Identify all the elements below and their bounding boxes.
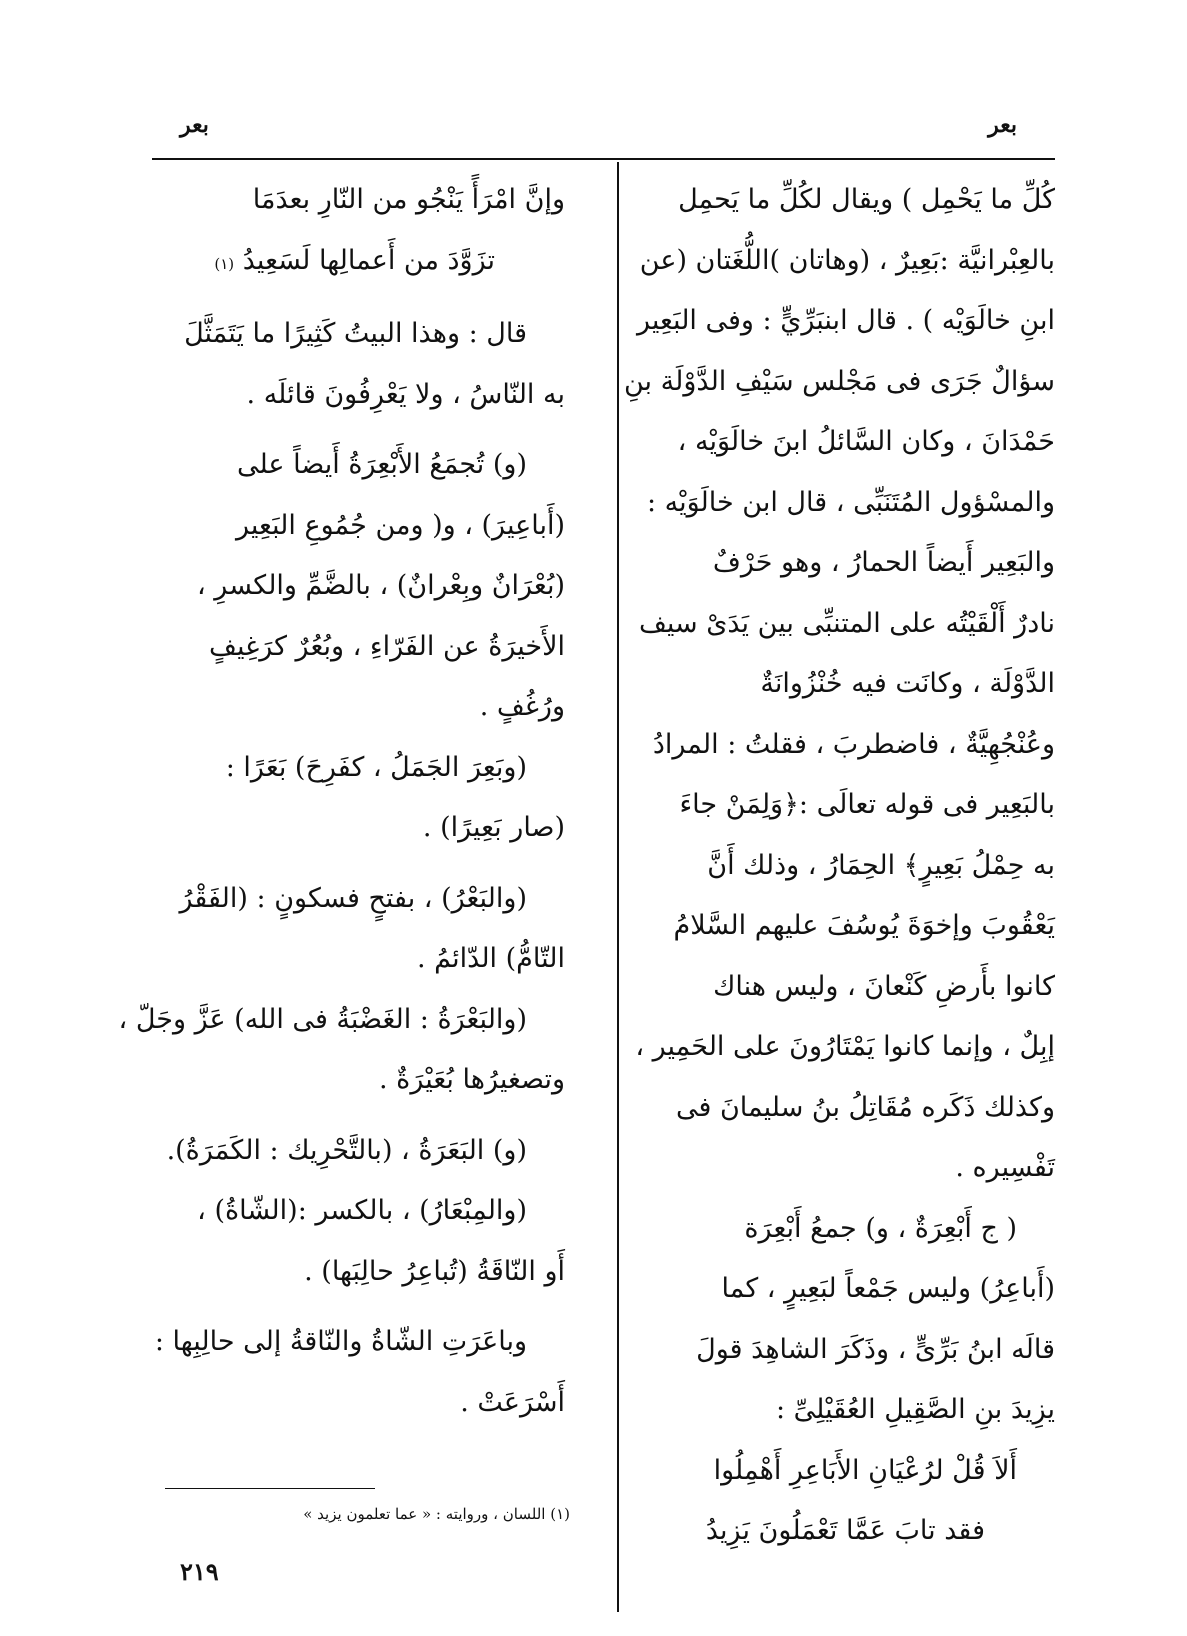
text-line: أَسْرَعَتْ . (460, 1386, 565, 1418)
text-line: (والبَعْرَةُ : الغَضْبَةُ فى الله) عَزَّ وجَلّ ، (118, 1003, 527, 1035)
running-head-left: بعر (180, 112, 209, 138)
verse-line-2: فقد تابَ عَمَّا تَعْمَلُونَ يَزِيدُ (705, 1515, 985, 1546)
text-line: يَعْقُوبَ وإخوَةَ يُوسُفَ عليهم السَّلامُ (673, 910, 1055, 941)
verse-line-2-text: تزَوَّدَ من أَعمالِها لَسَعِيدُ (242, 244, 495, 276)
text-line: بالبَعِير فى قوله تعالَى :﴿وَلِمَنْ جاءَ (679, 789, 1055, 820)
text-line: يزِيدَ بنِ الصَّقِيلِ العُقَيْلِىِّ : (776, 1394, 1055, 1425)
footnote: (١) اللسان ، وروايته : « عما تعلمون يزيد » (303, 1505, 570, 1523)
text-line: ( ج أَبْعِرَةٌ ، و) جمعُ أَبْعِرَة (744, 1212, 1017, 1244)
text-line: الدَّوْلَة ، وكانَت فيه خُنْزُوانَةٌ (760, 668, 1055, 699)
left-paragraph-5 (113, 990, 565, 1111)
text-line: وباعَرَتِ الشّاةُ والنّاقةُ إلى حالِبِها : (154, 1326, 527, 1357)
left-paragraph-3 (113, 738, 565, 859)
footnote-rule (165, 1488, 375, 1489)
text-line: أَو النّاقَةُ (تُباعِرُ حالِبَها) . (304, 1255, 565, 1287)
text-line: وتصغيرُها بُعَيْرَةٌ . (379, 1064, 565, 1095)
text-line: نادرٌ أَلْقَيْتُه على المتنبِّى بين يَدَىْ سيف (638, 607, 1055, 639)
right-column (615, 170, 1055, 1562)
running-head-right: بعر (988, 112, 1017, 138)
text-line: حَمْدَانَ ، وكان السَّائلُ ابنَ خالَوَيْه ، (677, 426, 1055, 457)
text-line: (والمِبْعَارُ) ، بالكسر :(الشّاةُ) ، (197, 1195, 527, 1226)
text-line: (والبَعْرُ) ، بفتحٍ فسكونٍ : (الفَقْرُ (179, 882, 527, 914)
right-paragraph-1 (615, 170, 1055, 1199)
text-line: وعُنْجُهِيَّةٌ ، فاضطربَ ، فقلتُ : المرادُ (652, 728, 1055, 760)
right-verse (615, 1441, 1055, 1562)
left-paragraph-7 (113, 1181, 565, 1302)
text-line: والبَعِير أَيضاً الحمارُ ، وهو حَرْفٌ (712, 547, 1055, 578)
text-line: به النّاسُ ، ولا يَعْرِفُونَ قائلَه . (246, 378, 565, 410)
text-line: والمسْؤول المُتَنَبِّى ، قال ابن خالَوَيْه : (646, 486, 1055, 518)
text-line: (أَباعِرُ) وليس جَمْعاً لبَعِيرٍ ، كما (721, 1273, 1055, 1304)
text-line: (و) البَعَرَةُ ، (بالتَّحْرِيك : الكَمَرَةُ). (166, 1134, 527, 1166)
text-line: ابنِ خالَوَيْه ) . قال ابنبَرِّيٍّ : وفى البَعِير (636, 305, 1055, 336)
text-line: وكذلك ذَكَره مُقَاتِلُ بنُ سليمانَ فى (675, 1091, 1055, 1123)
left-paragraph-8 (113, 1312, 565, 1433)
text-line: به حِمْلُ بَعِيرٍ﴾ الحِمَارُ ، وذلك أَنَّ (707, 849, 1055, 881)
text-line: التّامُّ) الدّائمُ . (417, 943, 565, 974)
text-line: قال : وهذا البيتُ كَثِيرًا ما يَتَمَثَّلَ (184, 318, 527, 349)
left-paragraph-2 (113, 435, 565, 738)
left-verse (113, 170, 565, 294)
footnote-mark: (١) (214, 254, 235, 273)
text-line: (أَباعِيرَ) ، و( ومن جُمُوعِ البَعِير (235, 509, 565, 541)
left-paragraph-6 (113, 1121, 565, 1182)
text-line: كُلِّ ما يَحْمِل ) ويقال لكُلِّ ما يَحمِل (678, 184, 1055, 215)
right-paragraph-2 (615, 1199, 1055, 1441)
header-rule (152, 158, 1055, 160)
page-number: ٢١٩ (180, 1557, 219, 1586)
text-line: كانوا بأَرضِ كَنْعانَ ، وليس هناك (713, 970, 1055, 1002)
text-line: (وبَعِرَ الجَمَلُ ، كفَرِحَ) بَعَرًا : (225, 751, 527, 783)
left-column (113, 170, 565, 1433)
verse-line-2 (113, 231, 565, 295)
text-line: (و) تُجمَعُ الأَبْعِرَةُ أَيضاً على (236, 449, 527, 480)
text-line: بالعِبْرانيَّة :بَعِيرٌ ، (وهاتان )اللُّغَتان (عن (639, 244, 1055, 276)
text-line: إبِلٌ ، وإنما كانوا يَمْتَارُونَ على الحَمِير ، (635, 1031, 1055, 1062)
text-line: ورُغُفٍ . (479, 691, 565, 722)
text-line: الأَخيرَةُ عن الفَرّاءِ ، وبُعُرٌ كرَغِيفٍ (209, 630, 565, 662)
text-line: (بُعْرَانٌ وبِعْرانٌ) ، بالضَّمِّ والكسرِ ، (197, 570, 565, 601)
left-paragraph-4 (113, 869, 565, 990)
text-line: (صار بَعِيرًا) . (422, 812, 565, 843)
text-line: تَفْسِيره . (955, 1152, 1055, 1183)
text-line: قالَه ابنُ بَرِّىٍّ ، وذَكَرَ الشاهِدَ قولَ (696, 1333, 1055, 1365)
text-line: سؤالٌ جَرَى فى مَجْلس سَيْفِ الدَّوْلَة بنِ (624, 365, 1055, 397)
verse-line-1: وإنَّ امْرَأً يَنْجُو من النّارِ بعدَمَا (252, 184, 565, 215)
left-paragraph-1 (113, 304, 565, 425)
verse-line-1: أَلاَ قُلْ لرُعْيَانِ الأَبَاعِرِ أَهْمِلُوا (713, 1454, 1017, 1486)
